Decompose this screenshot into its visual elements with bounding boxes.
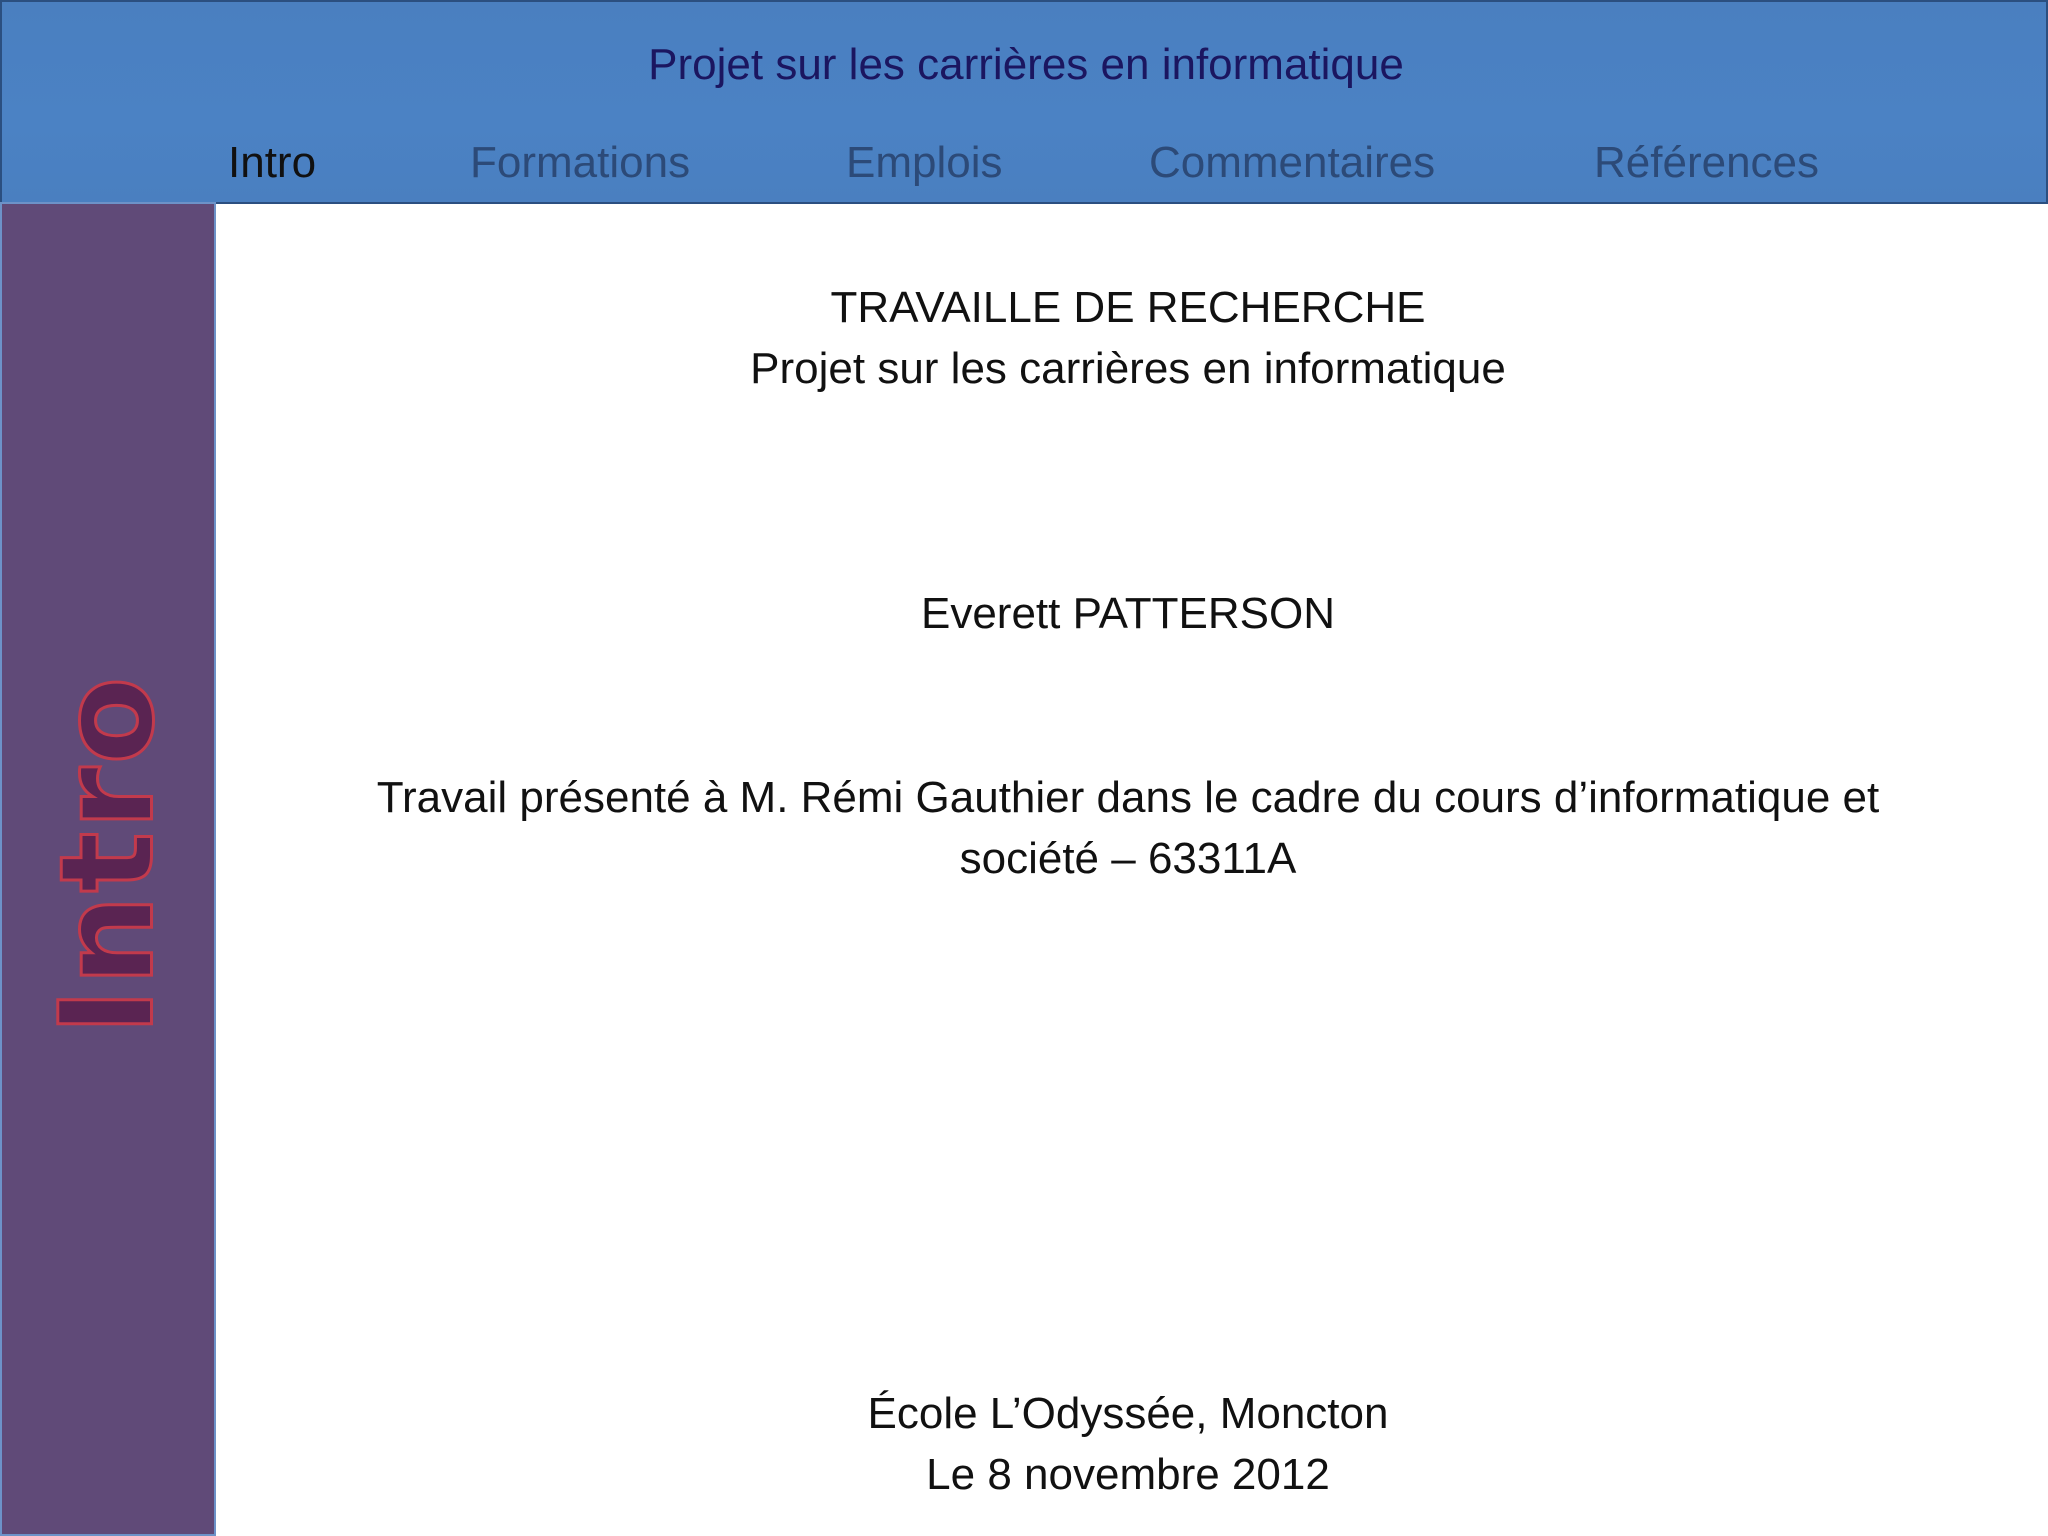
header-title: Projet sur les carrières en informatique [648,40,1404,89]
description-line-2: société – 63311A [959,834,1297,883]
presentation-date: Le 8 novembre 2012 [926,1450,1330,1499]
author-name: Everett PATTERSON [920,589,1335,638]
content-subtitle: Projet sur les carrières en informatique [750,344,1506,393]
nav-item-references[interactable]: Références [1594,138,1820,187]
nav-item-intro[interactable]: Intro [228,138,317,187]
sidebar-section-label: Intro [33,674,183,1036]
content-heading: TRAVAILLE DE RECHERCHE [830,283,1426,332]
header-bar [0,0,2048,204]
nav-item-formations[interactable]: Formations [470,138,691,187]
nav-item-commentaires[interactable]: Commentaires [1149,138,1436,187]
school-name: École L’Odyssée, Moncton [867,1389,1389,1438]
description-line-1: Travail présenté à M. Rémi Gauthier dans le cadre du cours d’informatique et [376,773,1880,822]
nav-item-emplois[interactable]: Emplois [846,138,1003,187]
